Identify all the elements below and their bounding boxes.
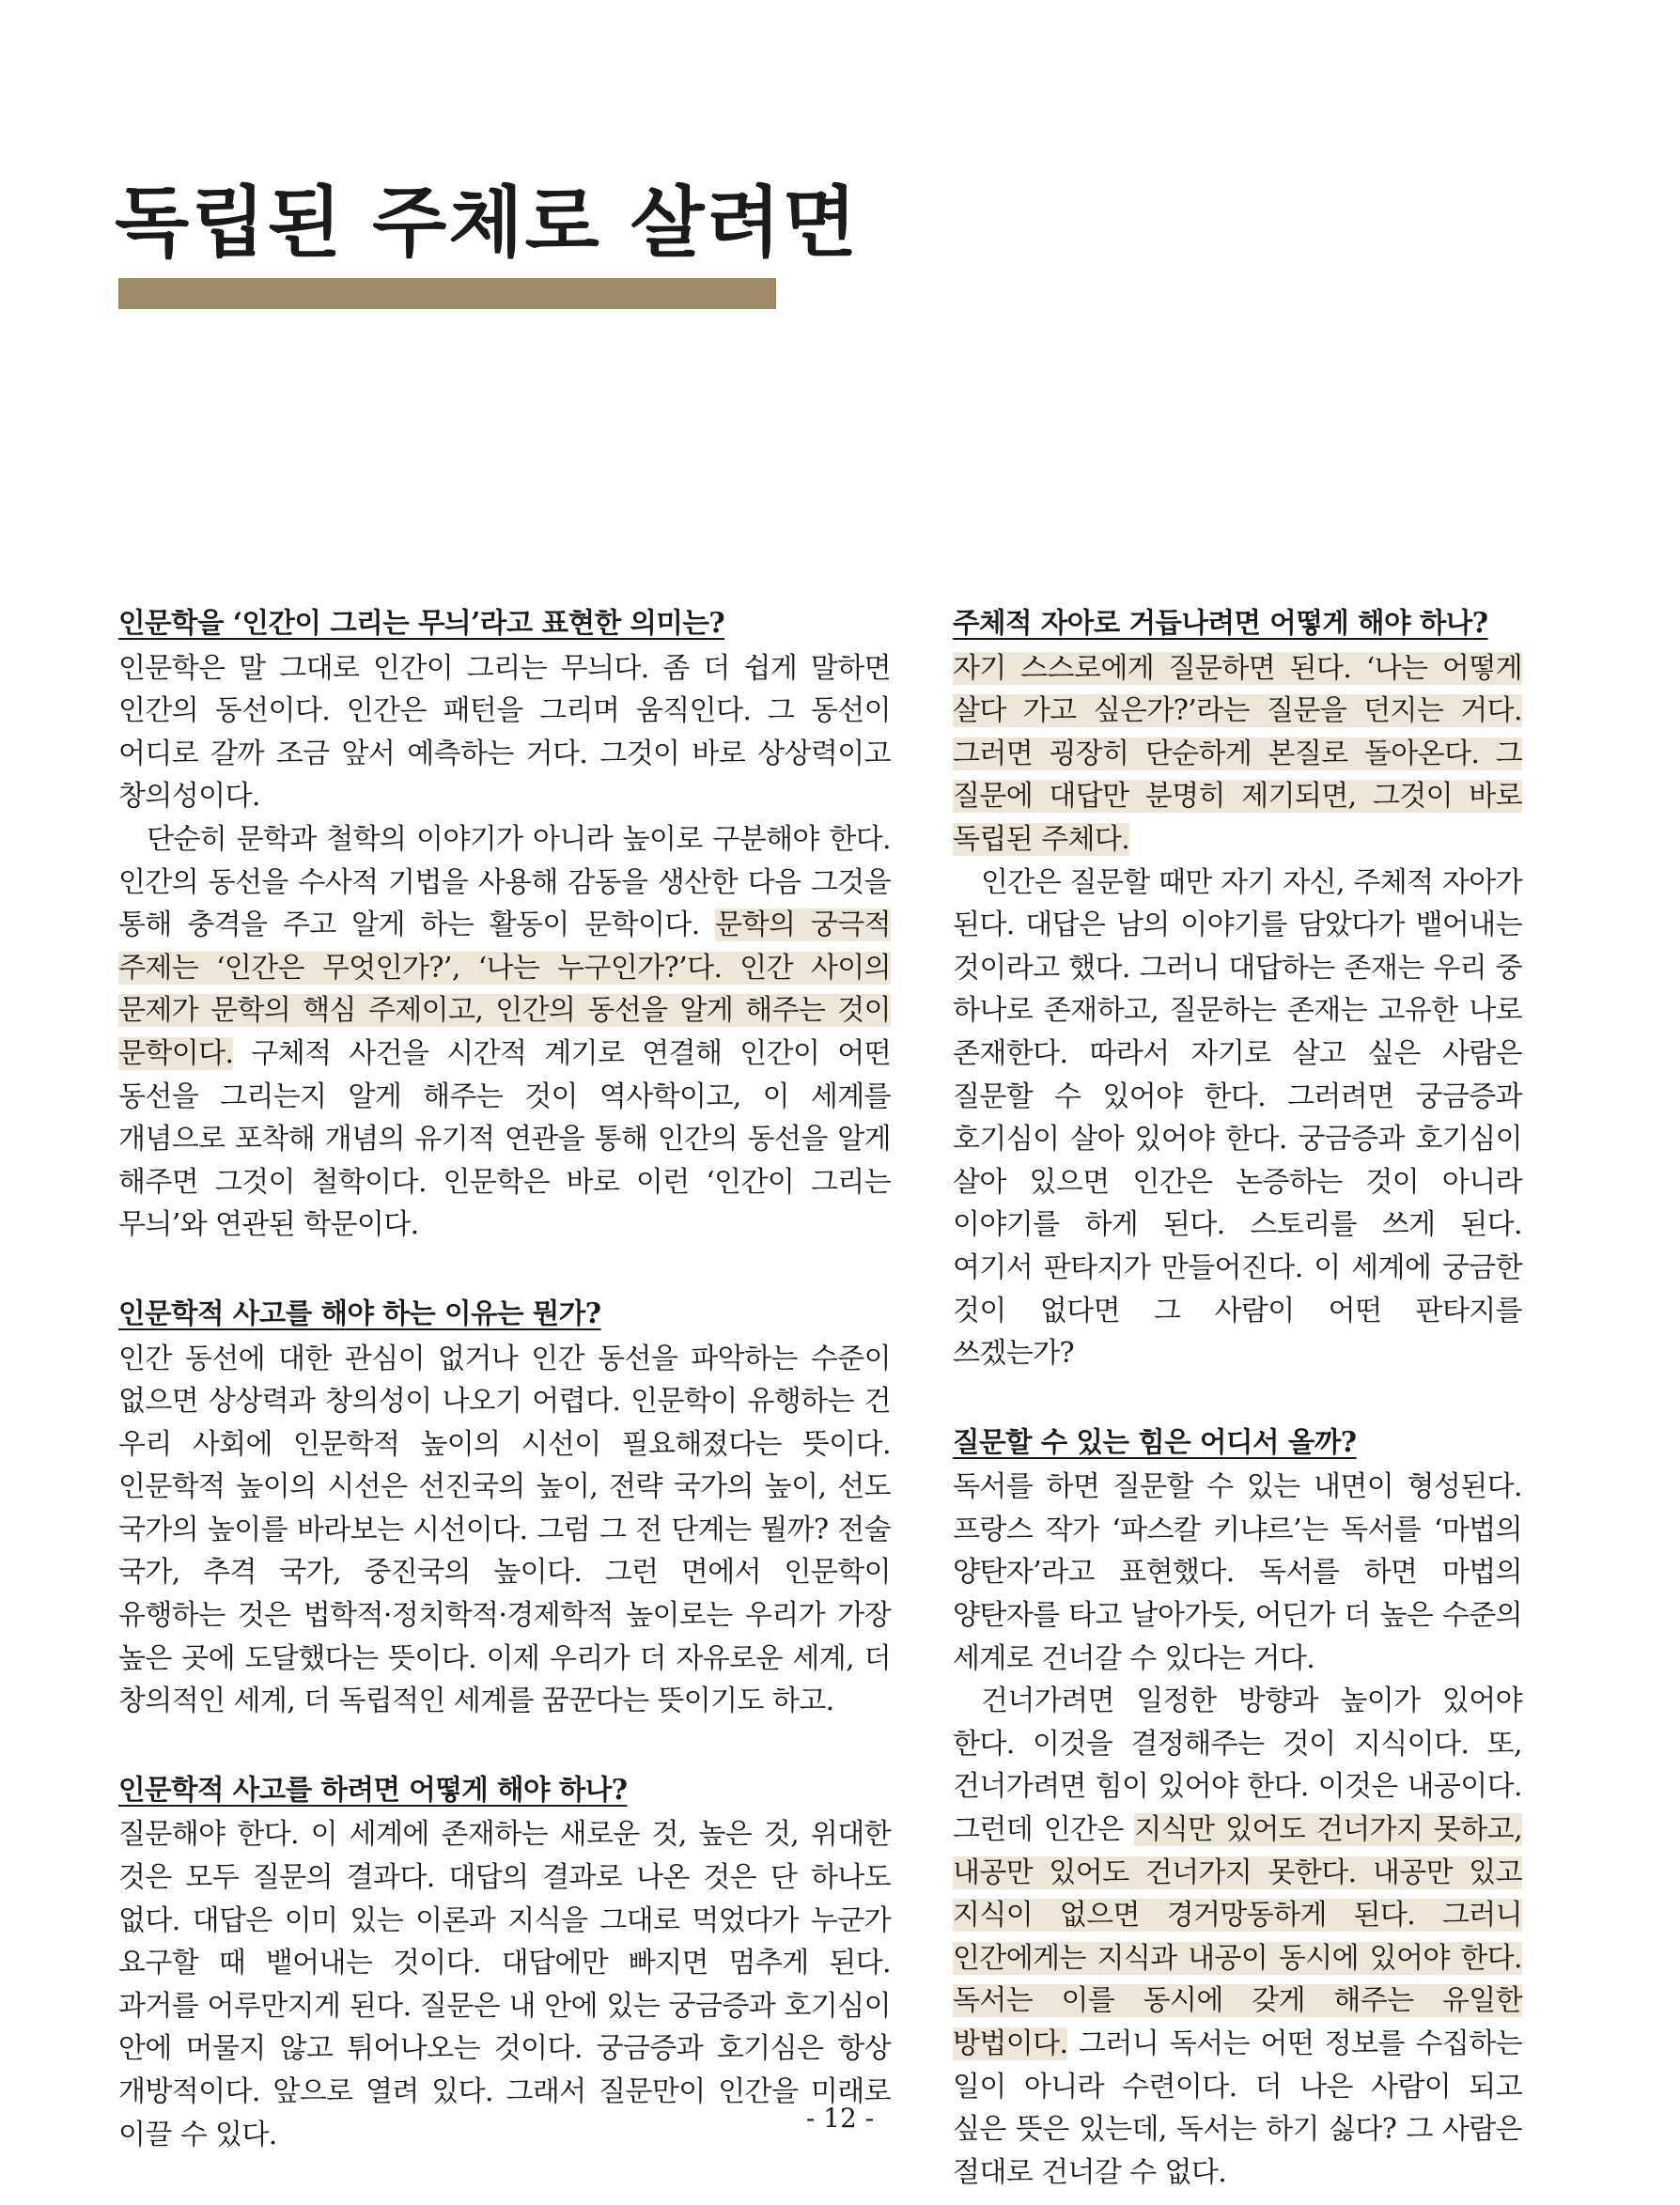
- text-run: 인문학은 말 그대로 인간이 그리는 무늬다. 좀 더 쉽게 말하면 인간의 동선이다. 인간은 패턴을 그리며 움직인다. 그 동선이 어디로 갈까 조금 앞서 예측하는 거다. 그것이 바로 상상력이고 창의성이다.: [118, 651, 891, 814]
- body-paragraph: [118, 647, 891, 818]
- text-run: 구체적 사건을 시간적 계기로 연결해 인간이 어떤 동선을 그리는지 알게 해주는 것이 역사학이고, 이 세계를 개념으로 포착해 개념의 유기적 연관을 통해 인간의 동선을 알게 해주면 그것이 철학이다. 인문학은 바로 이런 ‘인간이 그리는 무늬’와 연관된 학문이다.: [118, 1036, 891, 1242]
- text-run: 그러니 독서는 어떤 정보를 수집하는 일이 아니라 수련이다. 더 나은 사람이 되고 싶은 뜻은 있는데, 독서는 하기 싫다? 그 사람은 절대로 건너갈 수 없다.: [953, 2027, 1522, 2189]
- highlighted-text: 자기 스스로에게 질문하면 된다. ‘나는 어떻게 살다 가고 싶은가?’라는 질문을 던지는 거다. 그러면 굉장히 단순하게 본질로 돌아온다. 그 질문에 대답만 분명히 제기되면, 그것이 바로 독립된 주체다.: [953, 651, 1522, 856]
- body-paragraph: [953, 1466, 1522, 1680]
- section-gap: [118, 1723, 891, 1768]
- body-paragraph: [118, 818, 891, 1247]
- text-run: 질문해야 한다. 이 세계에 존재하는 새로운 것, 높은 것, 위대한 것은 모두 질문의 결과다. 대답의 결과로 나온 것은 단 하나도 없다. 대답은 이미 있는 이론과 지식을 그대로 먹었다가 누군가 요구할 때 뱉어내는 것이다. 대답에만 빠지면 멈추게 된다. 과거를 어루만지게 된다. 질문은 내 안에 있는 궁금증과 호기심이 안에 머물지 않고 튀어나오는 것이다. 궁금증과 호기심은 항상 개방적이다. 앞으로 열려 있다. 그래서 질문만이 인간을 미래로 이끌 수 있다.: [118, 1818, 891, 2151]
- body-paragraph: [953, 647, 1522, 862]
- section-question: 인문학적 사고를 하려면 어떻게 해야 하나?: [118, 1772, 628, 1806]
- section-question: 인문학적 사고를 해야 하는 이유는 뭔가?: [118, 1296, 601, 1329]
- page-title: 독립된 주체로 살려면: [115, 178, 860, 268]
- left-column: [118, 601, 891, 2156]
- text-run: 독서를 하면 질문할 수 있는 내면이 형성된다. 프랑스 작가 ‘파스칼 키냐르’는 독서를 ‘마법의 양탄자’라고 표현했다. 독서를 하면 마법의 양탄자를 타고 날아가듯, 어딘가 더 높은 수준의 세계로 건너갈 수 있다는 거다.: [953, 1470, 1522, 1675]
- right-column: [953, 601, 1522, 2194]
- text-run: 인간 동선에 대한 관심이 없거나 인간 동선을 파악하는 수준이 없으면 상상력과 창의성이 나오기 어렵다. 인문학이 유행하는 건 우리 사회에 인문학적 높이의 시선이 필요해졌다는 뜻이다. 인문학적 높이의 시선은 선진국의 높이, 전략 국가의 높이, 선도 국가의 높이를 바라보는 시선이다. 그럼 그 전 단계는 뭘까? 전술 국가, 추격 국가, 중진국의 높이다. 그런 면에서 인문학이 유행하는 것은 법학적·정치학적·경제학적 높이로는 우리가 가장 높은 곳에 도달했다는 뜻이다. 이제 우리가 더 자유로운 세계, 더 창의적인 세계, 더 독립적인 세계를 꿈꾼다는 뜻이기도 하고.: [118, 1342, 891, 1718]
- body-paragraph: [953, 862, 1522, 1375]
- page-number: - 12 -: [805, 2103, 875, 2134]
- text-run: 단순히 문학과 철학의 이야기가 아니라 높이로 구분해야 한다. 인간의 동선을 수사적 기법을 사용해 감동을 생산한 다음 그것을 통해 충격을 주고 알게 하는 활동이 문학이다.: [118, 822, 891, 942]
- section-question: 주체적 자아로 거듭나려면 어떻게 해야 하나?: [953, 606, 1488, 639]
- title-underline-bar: [118, 278, 776, 309]
- highlighted-text: 지식만 있어도 건너가지 못하고, 내공만 있어도 건너가지 못한다. 내공만 있고 지식이 없으면 경거망동하게 된다. 그러니 인간에게는 지식과 내공이 동시에 있어야 한다. 독서는 이를 동시에 갖게 해주는 유일한 방법이다.: [953, 1813, 1522, 2060]
- highlighted-text: 문학의 궁극적 주제는 ‘인간은 무엇인가?’, ‘나는 누구인가?’다. 인간 사이의 문제가 문학의 핵심 주제이고, 인간의 동선을 알게 해주는 것이 문학이다.: [118, 908, 891, 1070]
- section-gap: [118, 1247, 891, 1292]
- section-gap: [953, 1375, 1522, 1421]
- body-paragraph: [118, 1338, 891, 1723]
- section-question: 인문학을 ‘인간이 그리는 무늬’라고 표현한 의미는?: [118, 606, 725, 639]
- text-run: 건너가려면 일정한 방향과 높이가 있어야 한다. 이것을 결정해주는 것이 지식이다. 또, 건너가려면 힘이 있어야 한다. 이것은 내공이다. 그런데 인간은: [953, 1685, 1522, 1847]
- text-run: 인간은 질문할 때만 자기 자신, 주체적 자아가 된다. 대답은 남의 이야기를 담았다가 뱉어내는 것이라고 했다. 그러니 대답하는 존재는 우리 중 하나로 존재하고, 질문하는 존재는 고유한 나로 존재한다. 따라서 자기로 살고 싶은 사람은 질문할 수 있어야 한다. 그러려면 궁금증과 호기심이 살아 있어야 한다. 궁금증과 호기심이 살아 있으면 인간은 논증하는 것이 아니라 이야기를 하게 된다. 스토리를 쓰게 된다. 여기서 판타지가 만들어진다. 이 세계에 궁금한 것이 없다면 그 사람이 어떤 판타지를 쓰겠는가?: [953, 865, 1522, 1371]
- section-question: 질문할 수 있는 힘은 어디서 올까?: [953, 1424, 1357, 1458]
